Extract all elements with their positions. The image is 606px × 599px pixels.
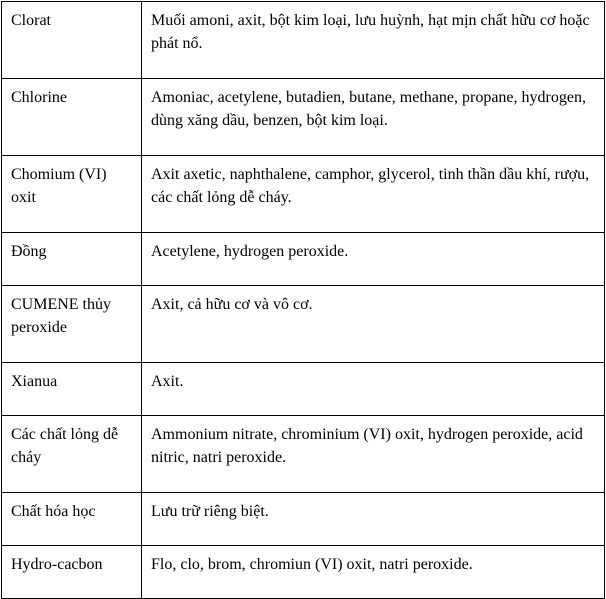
incompatible-cell: Axit, cả hữu cơ và vô cơ. [142, 286, 605, 363]
table-row [2, 493, 605, 546]
incompatible-cell: Amoniac, acetylene, butadien, butane, methane, propane, hydrogen, dùng xăng dầu, benzen, bột kim loại. [142, 79, 605, 156]
substance-cell: Clorat [2, 2, 142, 79]
substance-cell: Đồng [2, 233, 142, 286]
table-row [2, 546, 605, 599]
table-row [2, 2, 605, 79]
substance-cell: CUMENE thủy peroxide [2, 286, 142, 363]
table-row [2, 363, 605, 416]
substance-cell: Chlorine [2, 79, 142, 156]
substance-cell: Các chất lỏng dễ cháy [2, 416, 142, 493]
incompatible-cell: Ammonium nitrate, chrominium (VI) oxit, hydrogen peroxide, acid nitric, natri peroxide. [142, 416, 605, 493]
substance-cell: Hydro-cacbon [2, 546, 142, 599]
table-row [2, 156, 605, 233]
incompatible-cell: Acetylene, hydrogen peroxide. [142, 233, 605, 286]
table-row [2, 233, 605, 286]
substance-cell: Chomium (VI) oxit [2, 156, 142, 233]
table-row [2, 79, 605, 156]
incompatible-cell: Axit. [142, 363, 605, 416]
table-row [2, 416, 605, 493]
incompatible-cell: Axit axetic, naphthalene, camphor, glycerol, tinh thần dầu khí, rượu, các chất lỏng dễ cháy. [142, 156, 605, 233]
incompatible-cell: Muối amoni, axit, bột kim loại, lưu huỳnh, hạt mịn chất hữu cơ hoặc phát nổ. [142, 2, 605, 79]
table-body [2, 2, 605, 599]
chemical-incompatibility-table [1, 1, 605, 599]
substance-cell: Chất hóa học [2, 493, 142, 546]
incompatible-cell: Flo, clo, brom, chromiun (VI) oxit, natri peroxide. [142, 546, 605, 599]
substance-cell: Xianua [2, 363, 142, 416]
incompatible-cell: Lưu trữ riêng biệt. [142, 493, 605, 546]
table-row [2, 286, 605, 363]
